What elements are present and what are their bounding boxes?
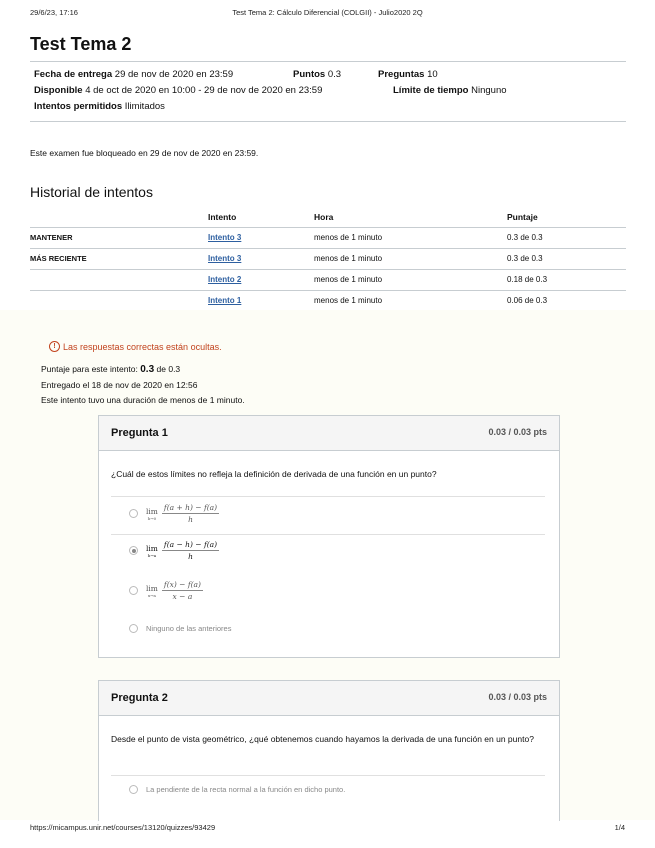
- attempt-time: menos de 1 minuto: [314, 270, 507, 291]
- attempts-label: Intentos permitidos: [34, 101, 123, 112]
- attempt-score-line: [41, 364, 180, 375]
- table-row: [30, 228, 626, 249]
- radio-button-selected[interactable]: [129, 546, 138, 555]
- print-footer: [30, 823, 625, 832]
- table-row: [30, 291, 626, 312]
- attempt-time: menos de 1 minuto: [314, 291, 507, 312]
- question-text: Desde el punto de vista geométrico, ¿qué obtenemos cuando hayamos la derivada de una función en un punto?: [111, 734, 534, 744]
- table-row: [30, 270, 626, 291]
- row-label: [30, 291, 208, 312]
- attempt-link[interactable]: Intento 3: [208, 254, 242, 263]
- header-score: Puntaje: [507, 208, 626, 228]
- divider: [30, 121, 626, 122]
- question-text: ¿Cuál de estos límites no refleja la definición de derivada de una función en un punto?: [111, 469, 437, 479]
- duration-line: Este intento tuvo una duración de menos de 1 minuto.: [41, 395, 245, 405]
- score-prefix: Puntaje para este intento:: [41, 364, 138, 374]
- due-label: Fecha de entrega: [34, 69, 113, 80]
- attempts-value: Ilimitados: [124, 101, 165, 112]
- attempt-score: 0.3 de 0.3: [507, 228, 626, 249]
- due-date: [34, 69, 233, 80]
- attempt-time: menos de 1 minuto: [314, 249, 507, 270]
- answer-option[interactable]: [129, 503, 219, 524]
- question-header: [99, 416, 559, 451]
- option-divider: [111, 496, 545, 497]
- allowed-attempts: [34, 101, 165, 112]
- points-value: 0.3: [327, 69, 342, 80]
- attempt-score: 0.3 de 0.3: [507, 249, 626, 270]
- question-1-card: [98, 415, 560, 658]
- option-divider: [111, 775, 545, 776]
- attempt-time: menos de 1 minuto: [314, 228, 507, 249]
- math-expression: lim h→a $\frac{f(a - h) - f(a)}{h}$: [146, 540, 218, 561]
- available-label: Disponible: [34, 85, 83, 96]
- questions-value: 10: [427, 69, 438, 80]
- print-url: https://micampus.unir.net/courses/13120/quizzes/93429: [30, 823, 216, 832]
- radio-button[interactable]: [129, 509, 138, 518]
- answer-option[interactable]: [129, 624, 231, 633]
- score-suffix: de 0.3: [156, 364, 181, 374]
- question-header: [99, 681, 559, 716]
- attempt-score: 0.06 de 0.3: [507, 291, 626, 312]
- availability: [34, 85, 322, 96]
- question-points: 0.03 / 0.03 pts: [488, 427, 547, 437]
- info-icon: !: [49, 341, 60, 352]
- hidden-answers-notice: [49, 341, 222, 352]
- question-2-card: [98, 680, 560, 821]
- option-divider: [111, 534, 545, 535]
- points: [293, 69, 341, 80]
- math-expression: lim h→0 $\frac{f(a + h) - f(a)}{h}$: [146, 503, 218, 524]
- header-time: Hora: [314, 208, 507, 228]
- table-header-row: [30, 208, 626, 228]
- radio-button[interactable]: [129, 624, 138, 633]
- attempt-score: 0.18 de 0.3: [507, 270, 626, 291]
- question-title: Pregunta 2: [111, 692, 168, 704]
- print-datetime: 29/6/23, 17:16: [30, 8, 78, 17]
- page-title: Test Tema 2: [30, 34, 132, 54]
- attempt-history-table: [30, 208, 626, 312]
- question-points: 0.03 / 0.03 pts: [488, 692, 547, 702]
- row-label: MANTENER: [30, 228, 208, 249]
- locked-message: Este examen fue bloqueado en 29 de nov de 2020 en 23:59.: [30, 148, 259, 158]
- time-limit-label: Límite de tiempo: [393, 85, 469, 96]
- option-text: La pendiente de la recta normal a la función en dicho punto.: [146, 785, 346, 794]
- score-value: 0.3: [140, 364, 155, 375]
- attempt-link[interactable]: Intento 3: [208, 233, 242, 242]
- history-title: Historial de intentos: [30, 184, 153, 200]
- divider: [30, 61, 626, 62]
- questions-count: [378, 69, 438, 80]
- due-value: 29 de nov de 2020 en 23:59: [114, 69, 234, 80]
- attempt-link[interactable]: Intento 1: [208, 296, 242, 305]
- questions-label: Preguntas: [378, 69, 425, 80]
- print-doc-title: Test Tema 2: Cálculo Diferencial (COLGII) - Julio2020 2Q: [232, 8, 423, 17]
- row-label: [30, 270, 208, 291]
- header-attempt: Intento: [208, 208, 314, 228]
- attempt-link[interactable]: Intento 2: [208, 275, 242, 284]
- answer-option[interactable]: [129, 580, 203, 601]
- page-number: 1/4: [614, 823, 625, 832]
- option-text: Ninguno de las anteriores: [146, 624, 232, 633]
- question-title: Pregunta 1: [111, 427, 168, 439]
- table-row: [30, 249, 626, 270]
- points-label: Puntos: [293, 69, 326, 80]
- row-label: MÁS RECIENTE: [30, 249, 208, 270]
- time-limit-value: Ninguno: [471, 85, 507, 96]
- available-value: 4 de oct de 2020 en 10:00 - 29 de nov de 2020 en 23:59: [85, 85, 323, 96]
- math-expression: lim x→a $\frac{f(x) - f(a)}{x - a}$: [146, 580, 201, 601]
- radio-button[interactable]: [129, 586, 138, 595]
- submitted-line: Entregado el 18 de nov de 2020 en 12:56: [41, 380, 198, 390]
- radio-button[interactable]: [129, 785, 138, 794]
- notice-text: Las respuestas correctas están ocultas.: [63, 341, 222, 352]
- time-limit: [393, 85, 507, 96]
- answer-option-selected[interactable]: [129, 540, 219, 561]
- answer-option[interactable]: [129, 785, 345, 794]
